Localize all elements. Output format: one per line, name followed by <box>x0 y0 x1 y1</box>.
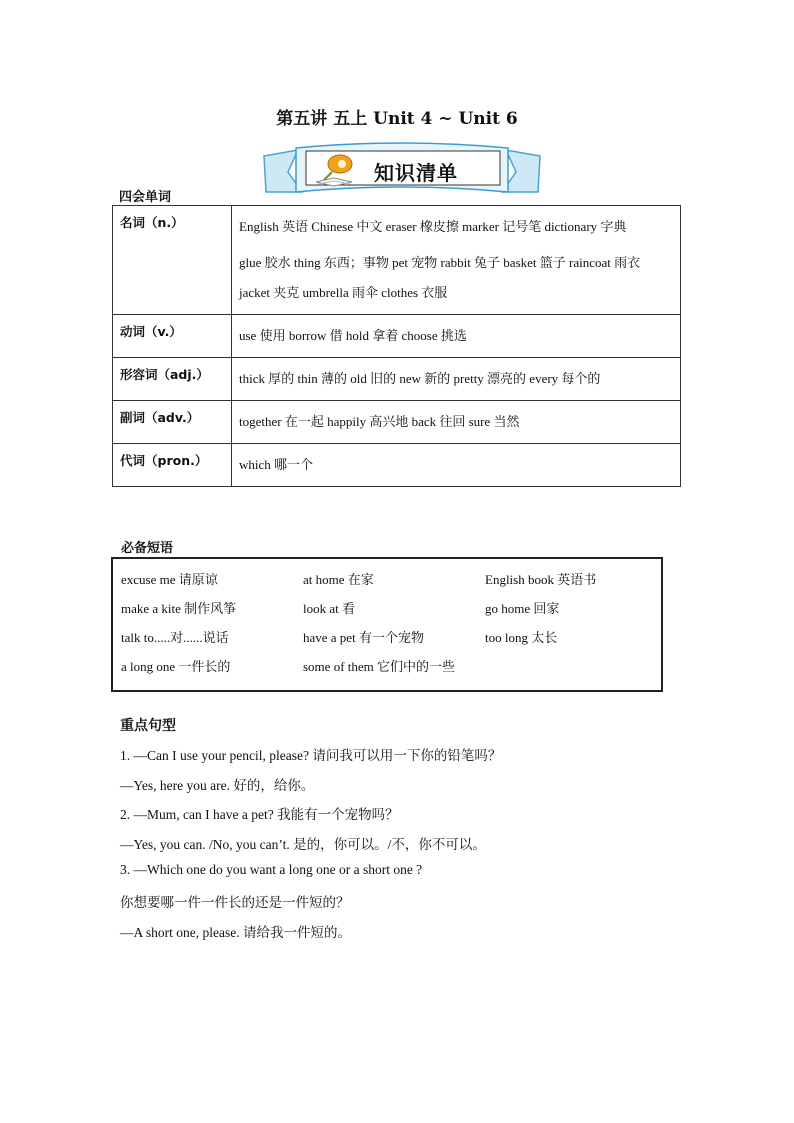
vocab-table <box>112 205 681 487</box>
noun-line-2: glue 胶水 thing 东西；事物 pet 宠物 rabbit 兔子 basket 篮子 raincoat 雨衣 jacket 夹克 umbrella 雨伞 clothes 衣服 <box>239 255 641 300</box>
verb-line: use 使用 borrow 借 hold 拿着 choose 挑选 <box>232 315 681 358</box>
phrase-item: at home 在家 <box>303 572 374 587</box>
section-phrases-heading: 必备短语 <box>121 541 174 556</box>
phrase-item: a long one 一件长的 <box>121 659 231 674</box>
phrase-item: too long 太长 <box>485 630 558 645</box>
table-row <box>113 401 681 444</box>
phrase-item: have a pet 有一个宠物 <box>303 630 424 645</box>
banner-title: 知识清单 <box>374 161 458 185</box>
sentence-line: —A short one, please. 请给我一件短的。 <box>120 925 351 940</box>
sentence-line: 2. —Mum, can I have a pet? 我能有一个宠物吗？ <box>120 807 399 822</box>
phrase-item: look at 看 <box>303 601 355 616</box>
noun-line-1: English 英语 Chinese 中文 eraser 橡皮擦 marker 记号笔 dictionary 字典 <box>239 219 627 234</box>
pos-pron: 代词（pron.） <box>113 444 232 487</box>
adv-line: together 在一起 happily 高兴地 back 往回 sure 当然 <box>232 401 681 444</box>
phrase-item: English book 英语书 <box>485 572 597 587</box>
pos-adj: 形容词（adj.） <box>113 358 232 401</box>
table-row <box>113 315 681 358</box>
adj-line: thick 厚的 thin 薄的 old 旧的 new 新的 pretty 漂亮的 every 每个的 <box>232 358 681 401</box>
sentence-line: 1. —Can I use your pencil, please? 请问我可以用一下你的铅笔吗？ <box>120 748 502 763</box>
phrase-item: excuse me 请原谅 <box>121 572 218 587</box>
sentence-line: 3. —Which one do you want a long one or a short one ? <box>120 862 423 877</box>
phrase-item: go home 回家 <box>485 601 560 616</box>
phrase-item: some of them 它们中的一些 <box>303 659 456 674</box>
page-title: 第五讲 五上 Unit 4 ~ Unit 6 <box>276 109 518 129</box>
table-row <box>113 358 681 401</box>
phrase-item: talk to.....对......说话 <box>121 630 229 645</box>
pos-noun: 名词（n.） <box>113 206 232 315</box>
phrase-item: make a kite 制作风筝 <box>121 601 237 616</box>
sentence-line: —Yes, you can. /No, you can’t. 是的，你可以。/不，你不可以。 <box>120 837 486 852</box>
pron-line: which 哪一个 <box>232 444 681 487</box>
phrases-box <box>111 557 663 692</box>
section-sentences-heading: 重点句型 <box>120 718 176 734</box>
table-row <box>113 444 681 487</box>
table-row <box>113 206 681 315</box>
pos-adv: 副词（adv.） <box>113 401 232 444</box>
sentence-line: 你想要哪一件一件长的还是一件短的？ <box>120 895 350 910</box>
pos-verb: 动词（v.） <box>113 315 232 358</box>
sentence-line: —Yes, here you are. 好的，给你。 <box>120 778 315 793</box>
section-vocab-heading: 四会单词 <box>119 190 172 205</box>
